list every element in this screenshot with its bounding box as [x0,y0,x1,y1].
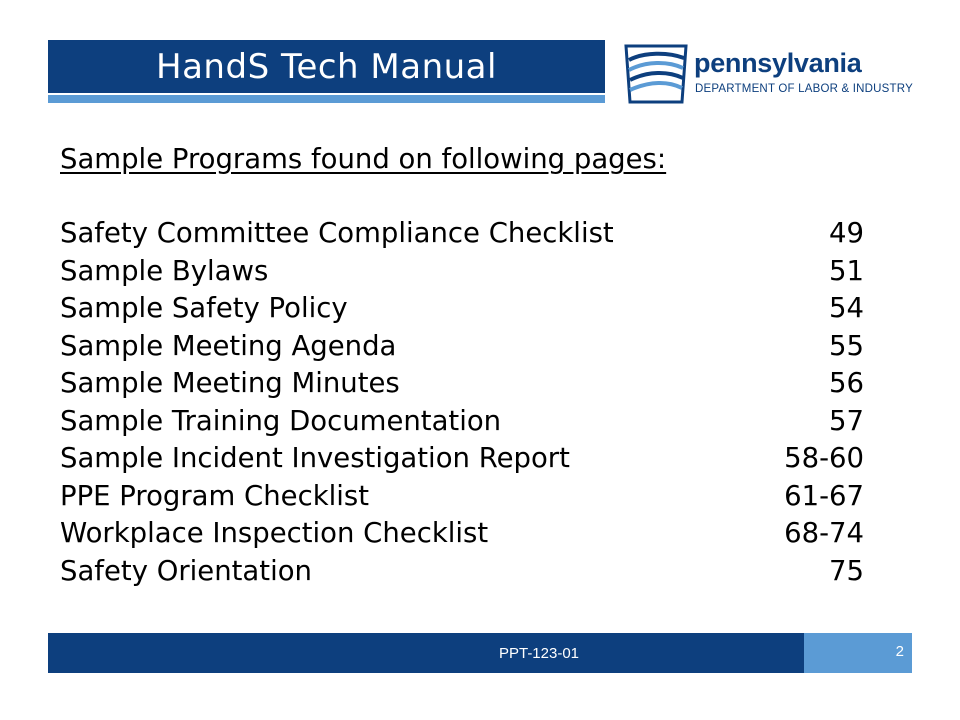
list-item [60,403,880,441]
footer-code: PPT-123-01 [498,644,580,662]
list-item-label: Sample Meeting Agenda [60,329,397,362]
footer-bar [48,633,804,673]
list-item-page: 68-74 [784,517,864,549]
list-item-page: 55 [829,329,864,362]
list-item [60,328,880,366]
pa-logo [622,40,922,110]
keystone-icon [622,44,690,106]
slide-number: 2 [895,643,904,660]
list-item-label: Safety Orientation [60,554,312,587]
title-accent-line [48,95,605,103]
list-item-page: 49 [829,217,864,249]
list-item [60,290,880,328]
slide-title: HandS Tech Manual [156,46,497,87]
section-heading: Sample Programs found on following pages: [60,143,667,175]
content-area [60,140,880,590]
list-item-label: Sample Safety Policy [60,292,348,324]
logo-wordmark: pennsylvania [694,48,862,78]
list-item [60,440,880,478]
list-item-label: Safety Committee Compliance Checklist [60,217,614,249]
list-item [60,253,880,291]
list-item [60,515,880,553]
list-item [60,553,880,591]
list-item-page: 56 [829,367,864,399]
list-item-label: Sample Training Documentation [60,404,502,437]
list-item-page: 54 [829,292,864,324]
list-item [60,478,880,516]
program-list [60,215,880,590]
logo-subtitle: DEPARTMENT OF LABOR & INDUSTRY [695,83,913,95]
list-item-label: Sample Incident Investigation Report [60,442,570,474]
title-bar [48,40,605,93]
list-item [60,215,880,253]
list-item-label: Sample Bylaws [60,254,269,287]
list-item-page: 51 [829,254,864,287]
list-item-label: Sample Meeting Minutes [60,367,400,399]
list-item-page: 61-67 [784,479,864,512]
list-item-label: Workplace Inspection Checklist [60,517,489,549]
list-item-page: 75 [829,554,864,587]
list-item-page: 57 [829,404,864,437]
list-item [60,365,880,403]
list-item-label: PPE Program Checklist [60,479,370,512]
slide-number-box [804,633,912,673]
list-item-page: 58-60 [784,442,864,474]
